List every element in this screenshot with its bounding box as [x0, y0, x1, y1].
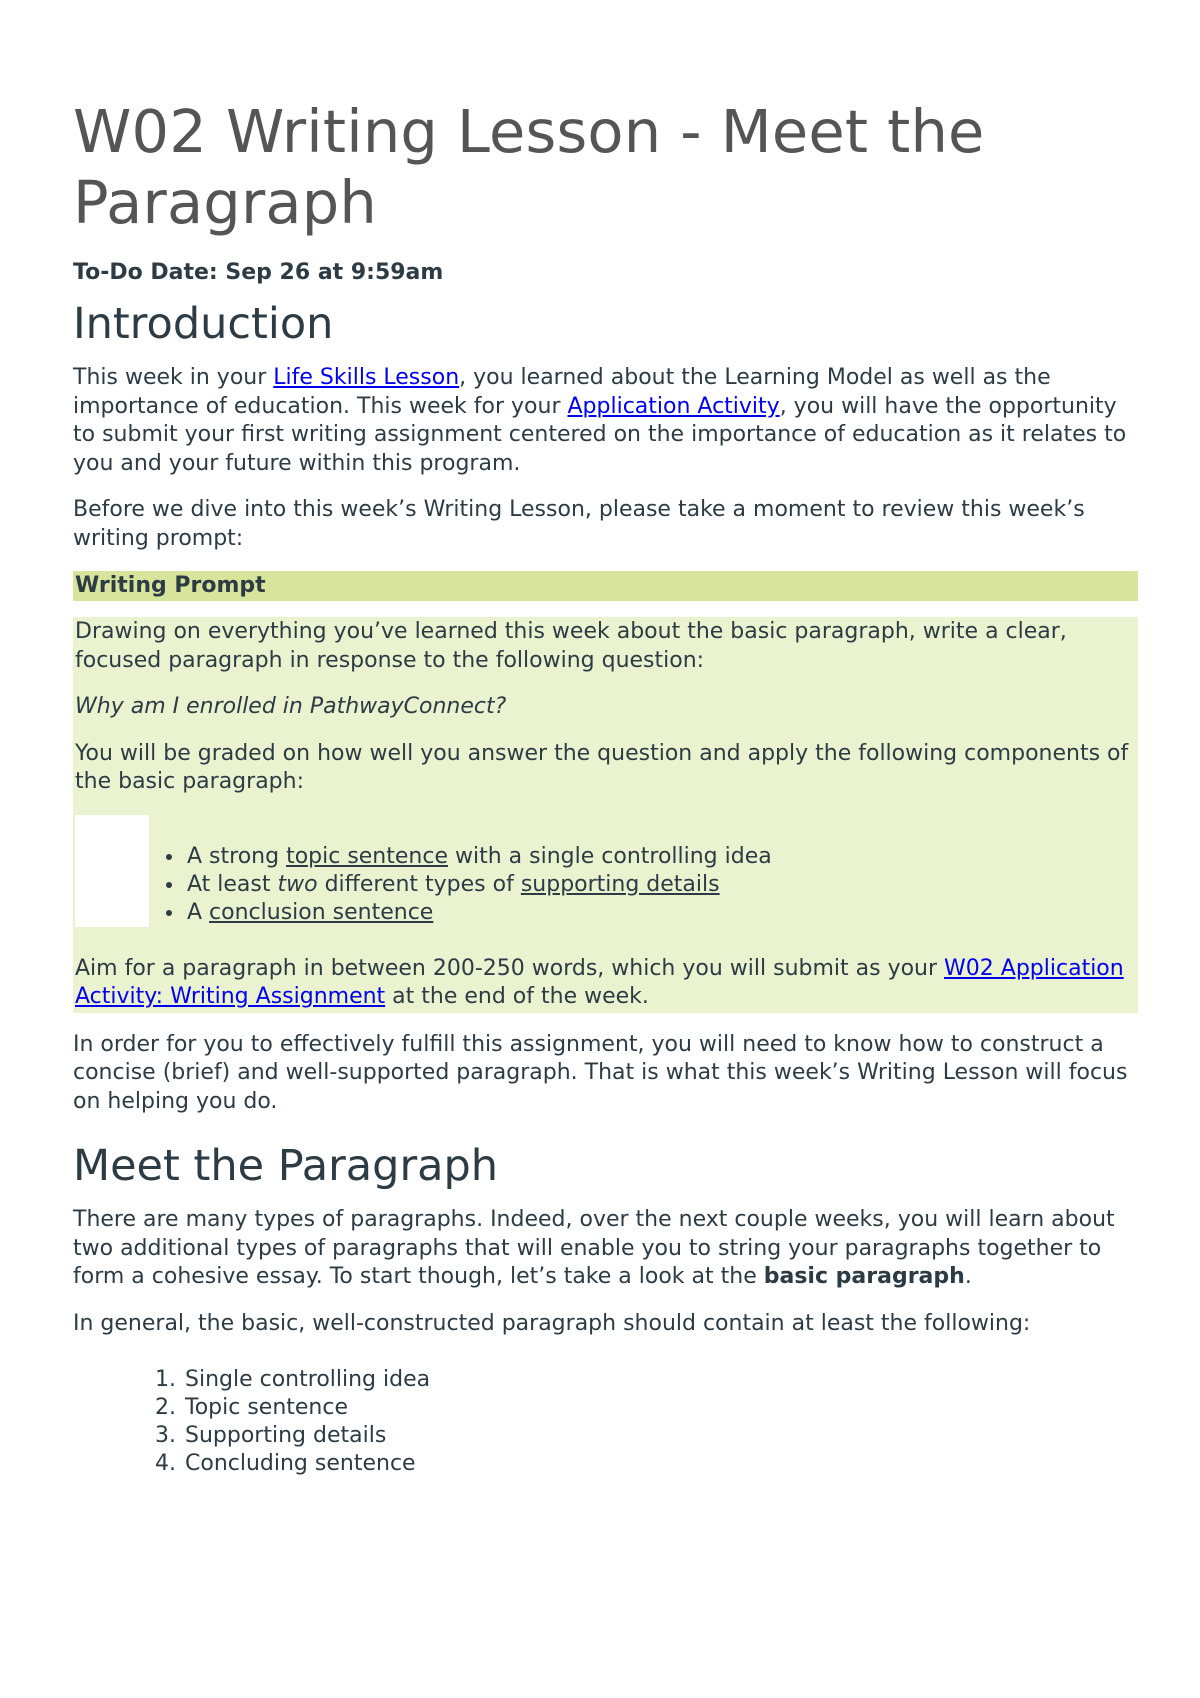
- writing-assignment-link[interactable]: W02 Application Activity: Writing Assignment: [75, 955, 1124, 1009]
- basic-paragraph-term: basic paragraph: [763, 1264, 965, 1289]
- components-list-wrapper: [75, 815, 1136, 927]
- components-list: [75, 815, 1136, 927]
- conclusion-sentence-term: conclusion sentence: [209, 899, 434, 925]
- page-title: W02 Writing Lesson - Meet the Paragraph: [73, 97, 985, 237]
- prompt-question: Why am I enrolled in PathwayConnect?: [75, 694, 507, 719]
- introduction-heading: Introduction: [73, 299, 334, 349]
- list-item: [185, 871, 1136, 899]
- paragraph-elements-list: [73, 1366, 1138, 1478]
- meet-text-2: .: [964, 1264, 972, 1289]
- writing-prompt-box: [73, 617, 1138, 1013]
- meet-paragraph-heading: Meet the Paragraph: [73, 1141, 499, 1191]
- application-activity-link[interactable]: Application Activity: [567, 393, 780, 419]
- bullet-text: A: [187, 899, 210, 925]
- todo-date: To-Do Date: Sep 26 at 9:59am: [73, 260, 444, 285]
- list-item: 4. Concluding sentence: [183, 1450, 1138, 1478]
- supporting-details-term: supporting details: [520, 871, 720, 897]
- list-item: 2. Topic sentence: [183, 1394, 1138, 1422]
- prompt-text-1: Aim for a paragraph in between 200-250 words, which you will submit as your: [75, 955, 945, 981]
- list-item: [185, 843, 1136, 871]
- intro-text-3: , you will have the opportunity to submit your first writing assignment centered on the importance of education as it relates to you and your future within this program.: [73, 393, 1127, 476]
- bullet-text: At least: [187, 871, 278, 897]
- list-item: 3. Supporting details: [183, 1422, 1138, 1450]
- bullet-text: A strong: [187, 843, 287, 869]
- topic-sentence-term: topic sentence: [286, 843, 448, 869]
- intro-paragraph-2: Before we dive into this week’s Writing Lesson, please take a moment to review this week’s writing prompt:: [73, 497, 1085, 551]
- intro-paragraph-1: [73, 364, 1138, 478]
- meet-text-1: There are many types of paragraphs. Indeed, over the next couple weeks, you will learn about two additional types of paragraphs that will enable you to string your paragraphs together to form a cohesive essay. To start though, let’s take a look at the: [73, 1207, 1115, 1289]
- bullet-text: different types of: [317, 871, 521, 897]
- life-skills-lesson-link[interactable]: Life Skills Lesson: [273, 365, 460, 390]
- assignment-paragraph: In order for you to effectively fulfill this assignment, you will need to know how to construct a concise (brief) and well-supported paragraph. That is what this week’s Writing Lesson will focus on helping you do.: [73, 1031, 1128, 1114]
- prompt-paragraph-2: You will be graded on how well you answer the question and apply the following components of the basic paragraph:: [75, 740, 1129, 794]
- intro-text-1: This week in your: [73, 365, 274, 390]
- intro-text-2: , you learned about the Learning Model as well as the importance of education. This week for your: [73, 365, 1051, 419]
- meet-paragraph-1: [73, 1206, 1138, 1292]
- prompt-paragraph-3: [75, 955, 1136, 1012]
- meet-paragraph-2: In general, the basic, well-constructed paragraph should contain at least the following:: [73, 1310, 1031, 1336]
- prompt-text-2: at the end of the week.: [385, 984, 649, 1009]
- bullet-text: with a single controlling idea: [448, 843, 772, 869]
- list-item: 1. Single controlling idea: [183, 1366, 1138, 1394]
- document-content: [73, 96, 1138, 1478]
- list-item: [185, 899, 1136, 927]
- writing-prompt-heading: Writing Prompt: [73, 571, 1138, 601]
- prompt-paragraph-1: Drawing on everything you’ve learned this week about the basic paragraph, write a clear, focused paragraph in response to the following question:: [75, 619, 1067, 673]
- bullet-emphasis: two: [277, 871, 318, 897]
